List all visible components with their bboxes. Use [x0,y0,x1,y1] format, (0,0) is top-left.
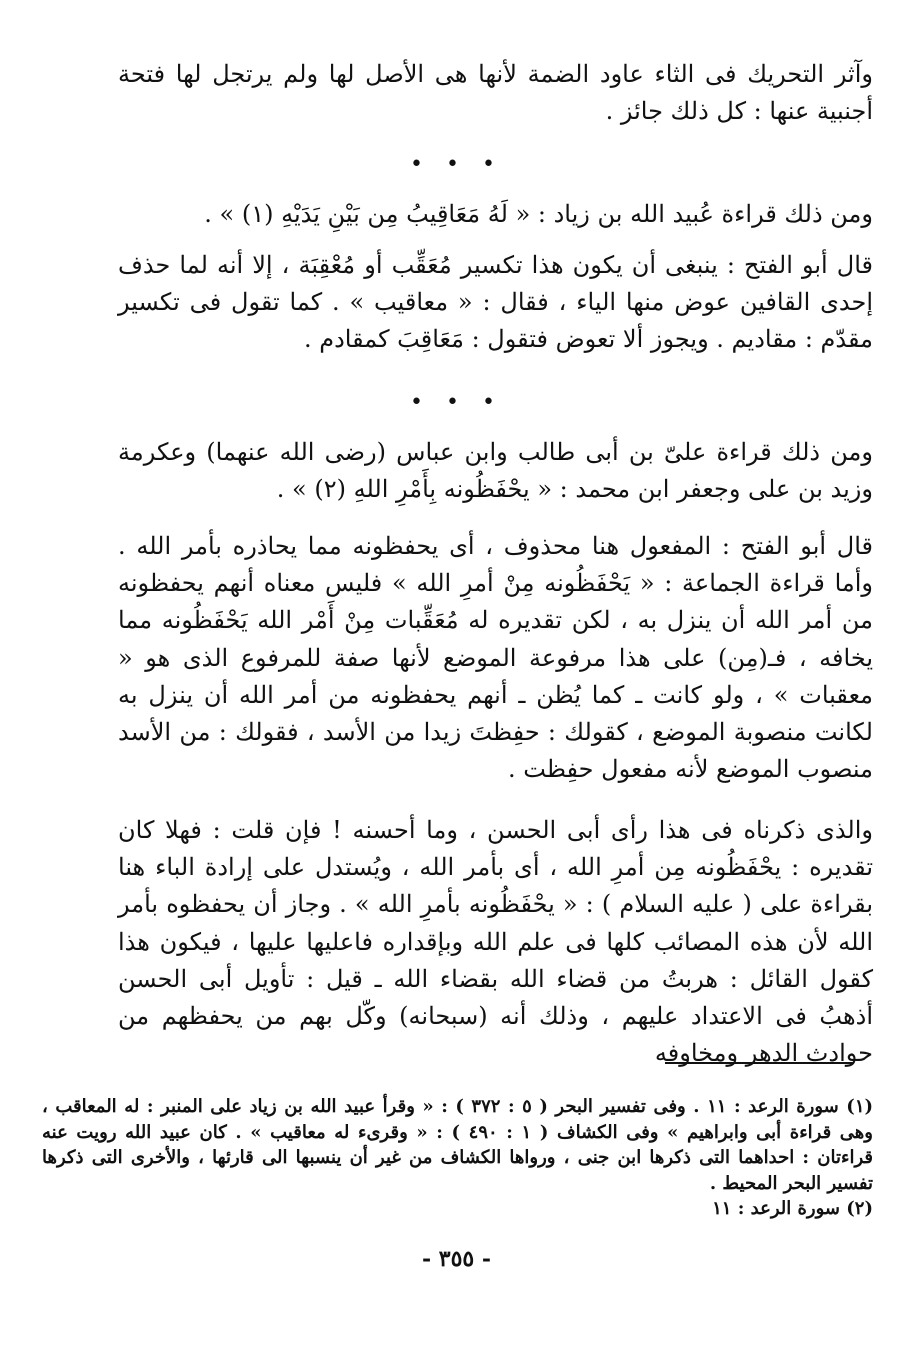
section-separator: • • • [410,152,503,177]
paragraph-object-omitted: قال أبو الفتح : المفعول هنا محذوف ، أى يحفظونه مما يحاذره بأمر الله . وأما قراءة الجماعة : « يَحْفَظُونه مِنْ أمرِ الله » فليس معناه أنهم يحفظونه من أمر الله أن ينزل به ، لكن تقديره له مُعَقِّبات مِنْ أَمْر الله يَحْفَظُونه مما يخافه ، فـ(مِن) على هذا مرفوعة الموضع لأنها صفة للمرفوع الذى هو « معقبات » ، ولو كانت ـ كما يُظن ـ أنهم يحفظونه من أمر الله أن ينزل به لكانت منصوبة الموضع ، كقولك : حفِظتَ زيدا من الأسد ، فقولك : من الأسد منصوب الموضع لأنه مفعول حفِظت . [118,532,873,784]
section-separator: • • • [410,390,503,415]
paragraph-reading-ubaydallah: ومن ذلك قراءة عُبيد الله بن زياد : « لَهُ مَعَاقِيبُ مِن بَيْنِ يَدَيْهِ (١) » . [204,200,873,228]
footnote-2: (٢) سورة الرعد : ١١ [712,1198,873,1219]
paragraph-continuation: وآثر التحريك فى الثاء عاود الضمة لأنها هى الأصل لها ولم يرتجل لها فتحة أجنبية عنها : كل ذلك جائز . [118,60,873,126]
footnote-1: (١) سورة الرعد : ١١ . وفى تفسير البحر ( ٥ : ٣٧٢ ) : « وقرأ عبيد الله بن زياد على المنبر : له المعاقب ، وهى قراءة أبى وابراهيم » وفى الكشاف ( ١ : ٤٩٠ ) : « وقرىء له معاقيب » . كان عبيد الله رويت عنه قراءتان : احداهما التى ذكرها ابن جنى ، ورواها الكشاف من غير أن ينسبها الى قارئها ، والأخرى التى ذكرها تفسير البحر المحيط . [42,1096,874,1194]
page-number: - ٣٥٥ - [421,1246,492,1272]
paragraph-abu-al-fath-commentary: قال أبو الفتح : ينبغى أن يكون هذا تكسير مُعَقِّب أو مُعْقِبَة ، إلا أنه لما حذف إحدى القافين عوض منها الياء ، فقال : « معاقيب » . كما تقول فى تكسير مقدّم : مقاديم . ويجوز ألا تعوض فتقول : مَعَاقِبَ كمقادم . [118,251,873,354]
paragraph-abu-al-hasan-view: والذى ذكرناه فى هذا رأى أبى الحسن ، وما أحسنه ! فإن قلت : فهلا كان تقديره : يحْفَظُونه مِن أمرِ الله ، أى بأمر الله ، ويُستدل على إرادة الباء هنا بقراءة على ( عليه السلام ) : « يحْفَظُونه بأمرِ الله » . وجاز أن يحفظوه بأمر الله لأن هذه المصائب كلها فى علم الله وبإقداره فاعليها عليها ، فيكون هذا كقول القائل : هربتُ من قضاء الله بقضاء الله ـ قيل : تأويل أبى الحسن أذهبُ فى الاعتداد عليهم ، وذلك أنه (سبحانه) وكّل بهم من يحفظهم من حوادث الدهر ومخاوفه [118,816,874,1068]
footnote-divider [665,1062,853,1064]
paragraph-reading-ali: ومن ذلك قراءة علىّ بن أبى طالب وابن عباس (رضى الله عنهما) وعكرمة وزيد بن على وجعفر ابن محمد : « يحْفَظُونه بِأَمْرِ اللهِ (٢) » . [118,438,873,504]
